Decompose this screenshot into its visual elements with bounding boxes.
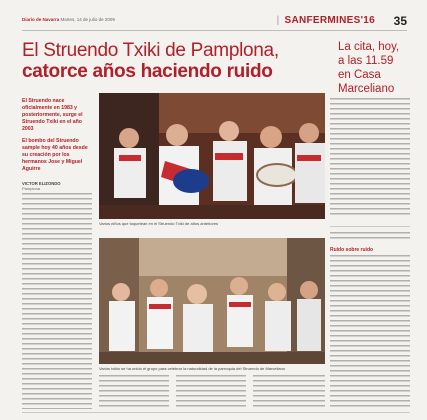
photo-caption-2: Varios txikis se ha unido el grupo para celebrar la naturalidad de la parroquia del Struendo de Marceliano [99,366,286,371]
headline [22,40,322,82]
bottom-rule [22,412,410,413]
sidebar-divider [330,226,410,227]
sidebar-intro [330,232,410,240]
photo-caption-1: Varios niños que toquetean en el Struendo Txiki de años anteriores [99,221,219,226]
headline-line-1: El Struendo Txiki de Pamplona, [22,40,279,61]
kicker-2: El bombo del Struendo sample hoy 40 años desde su creación por los hermanos Jose y Miguel Aguirre [22,138,88,172]
page-header [22,12,407,31]
page-number: 35 [393,14,407,28]
paper-name [22,17,115,22]
body-column-3 [176,375,246,409]
side-headline-line: a las 11.59 [338,55,394,67]
photo-children-drums [99,93,325,219]
byline-author: VICTOR ELIZONDO [22,181,61,186]
side-headline-line: Marceliano [338,83,395,95]
paper-title: Diario de Navarra [22,17,60,22]
side-headline-line: La cita, hoy, [338,41,400,53]
kicker-1: El Struendo nace oficialmente en 1983 y posteriormente, surge el Struendo Txiki en el año 2003 [22,98,83,132]
sidebar-body-2 [330,255,410,409]
photo-children-drums-image [99,93,325,219]
side-headline-line: en Casa [338,69,381,81]
headline-line-2: catorce años haciendo ruido [22,61,273,82]
byline-place: Pamplona [22,186,41,191]
photo-children-group [99,238,325,364]
photo-children-group-image [99,238,325,364]
body-column-1 [22,193,92,409]
section-tag: | SANFERMINES'16 [277,15,375,26]
subhead-ruido: Ruido sobre ruido [330,247,374,253]
side-headline [338,40,408,96]
body-column-4 [253,375,325,409]
body-column-2 [99,375,169,409]
paper-date: Martes, 14 de julio de 2009 [60,17,115,22]
sidebar-body [330,98,410,216]
